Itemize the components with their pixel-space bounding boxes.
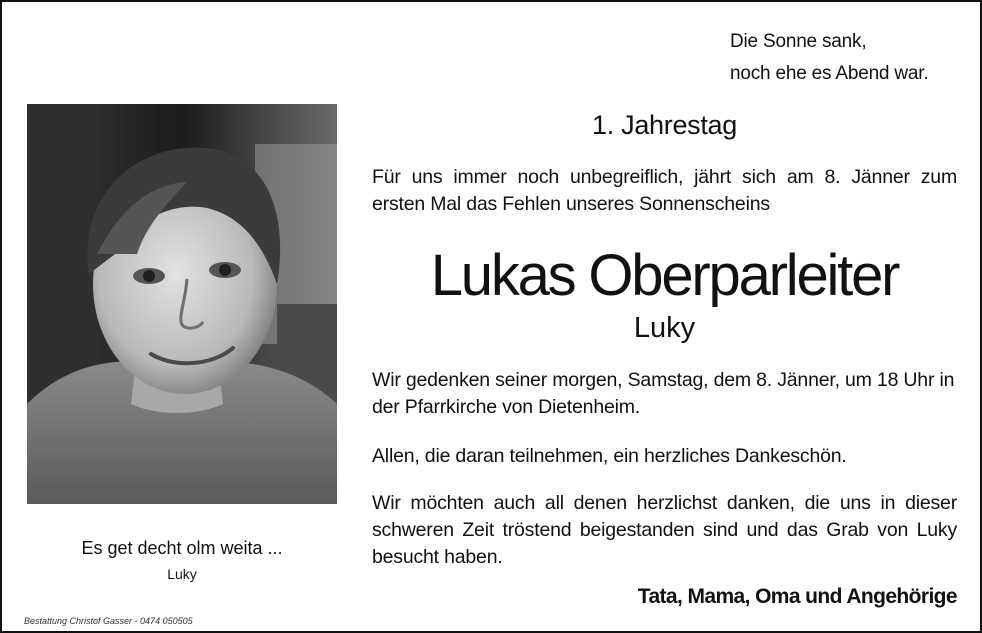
memorial-paragraph: Wir gedenken seiner morgen, Samstag, dem 8. Jänner, um 18 Uhr in der Pfarrkirche von Dietenheim. — [372, 369, 955, 418]
intro-paragraph: Für uns immer noch unbegreiflich, jährt sich am 8. Jänner zum ersten Mal das Fehlen unseres Sonnenscheins — [372, 166, 957, 215]
quote-author: Luky — [167, 566, 197, 582]
portrait-illustration — [27, 104, 337, 504]
portrait-photo — [27, 104, 337, 504]
motto — [730, 26, 928, 90]
family-signoff: Tata, Mama, Oma und Angehörige — [637, 585, 957, 608]
anniversary-heading: 1. Jahrestag — [592, 110, 737, 140]
quote-text: Es get decht olm weita ... — [81, 538, 283, 558]
deceased-nickname: Luky — [633, 312, 696, 344]
deceased-name: Lukas Oberparleiter — [430, 243, 899, 308]
motto-line-2: noch ehe es Abend war. — [730, 63, 929, 84]
funeral-home-credit: Bestattung Christof Gasser - 0474 050505 — [24, 616, 193, 626]
thanks-attendees-paragraph: Allen, die daran teilnehmen, ein herzliches Dankeschön. — [372, 445, 847, 467]
motto-line-1: Die Sonne sank, — [730, 31, 867, 52]
thanks-all-paragraph: Wir möchten auch all denen herzlichst danken, die uns in dieser schweren Zeit tröstend beigestanden sind und das Grab von Luky besucht haben. — [372, 492, 957, 568]
